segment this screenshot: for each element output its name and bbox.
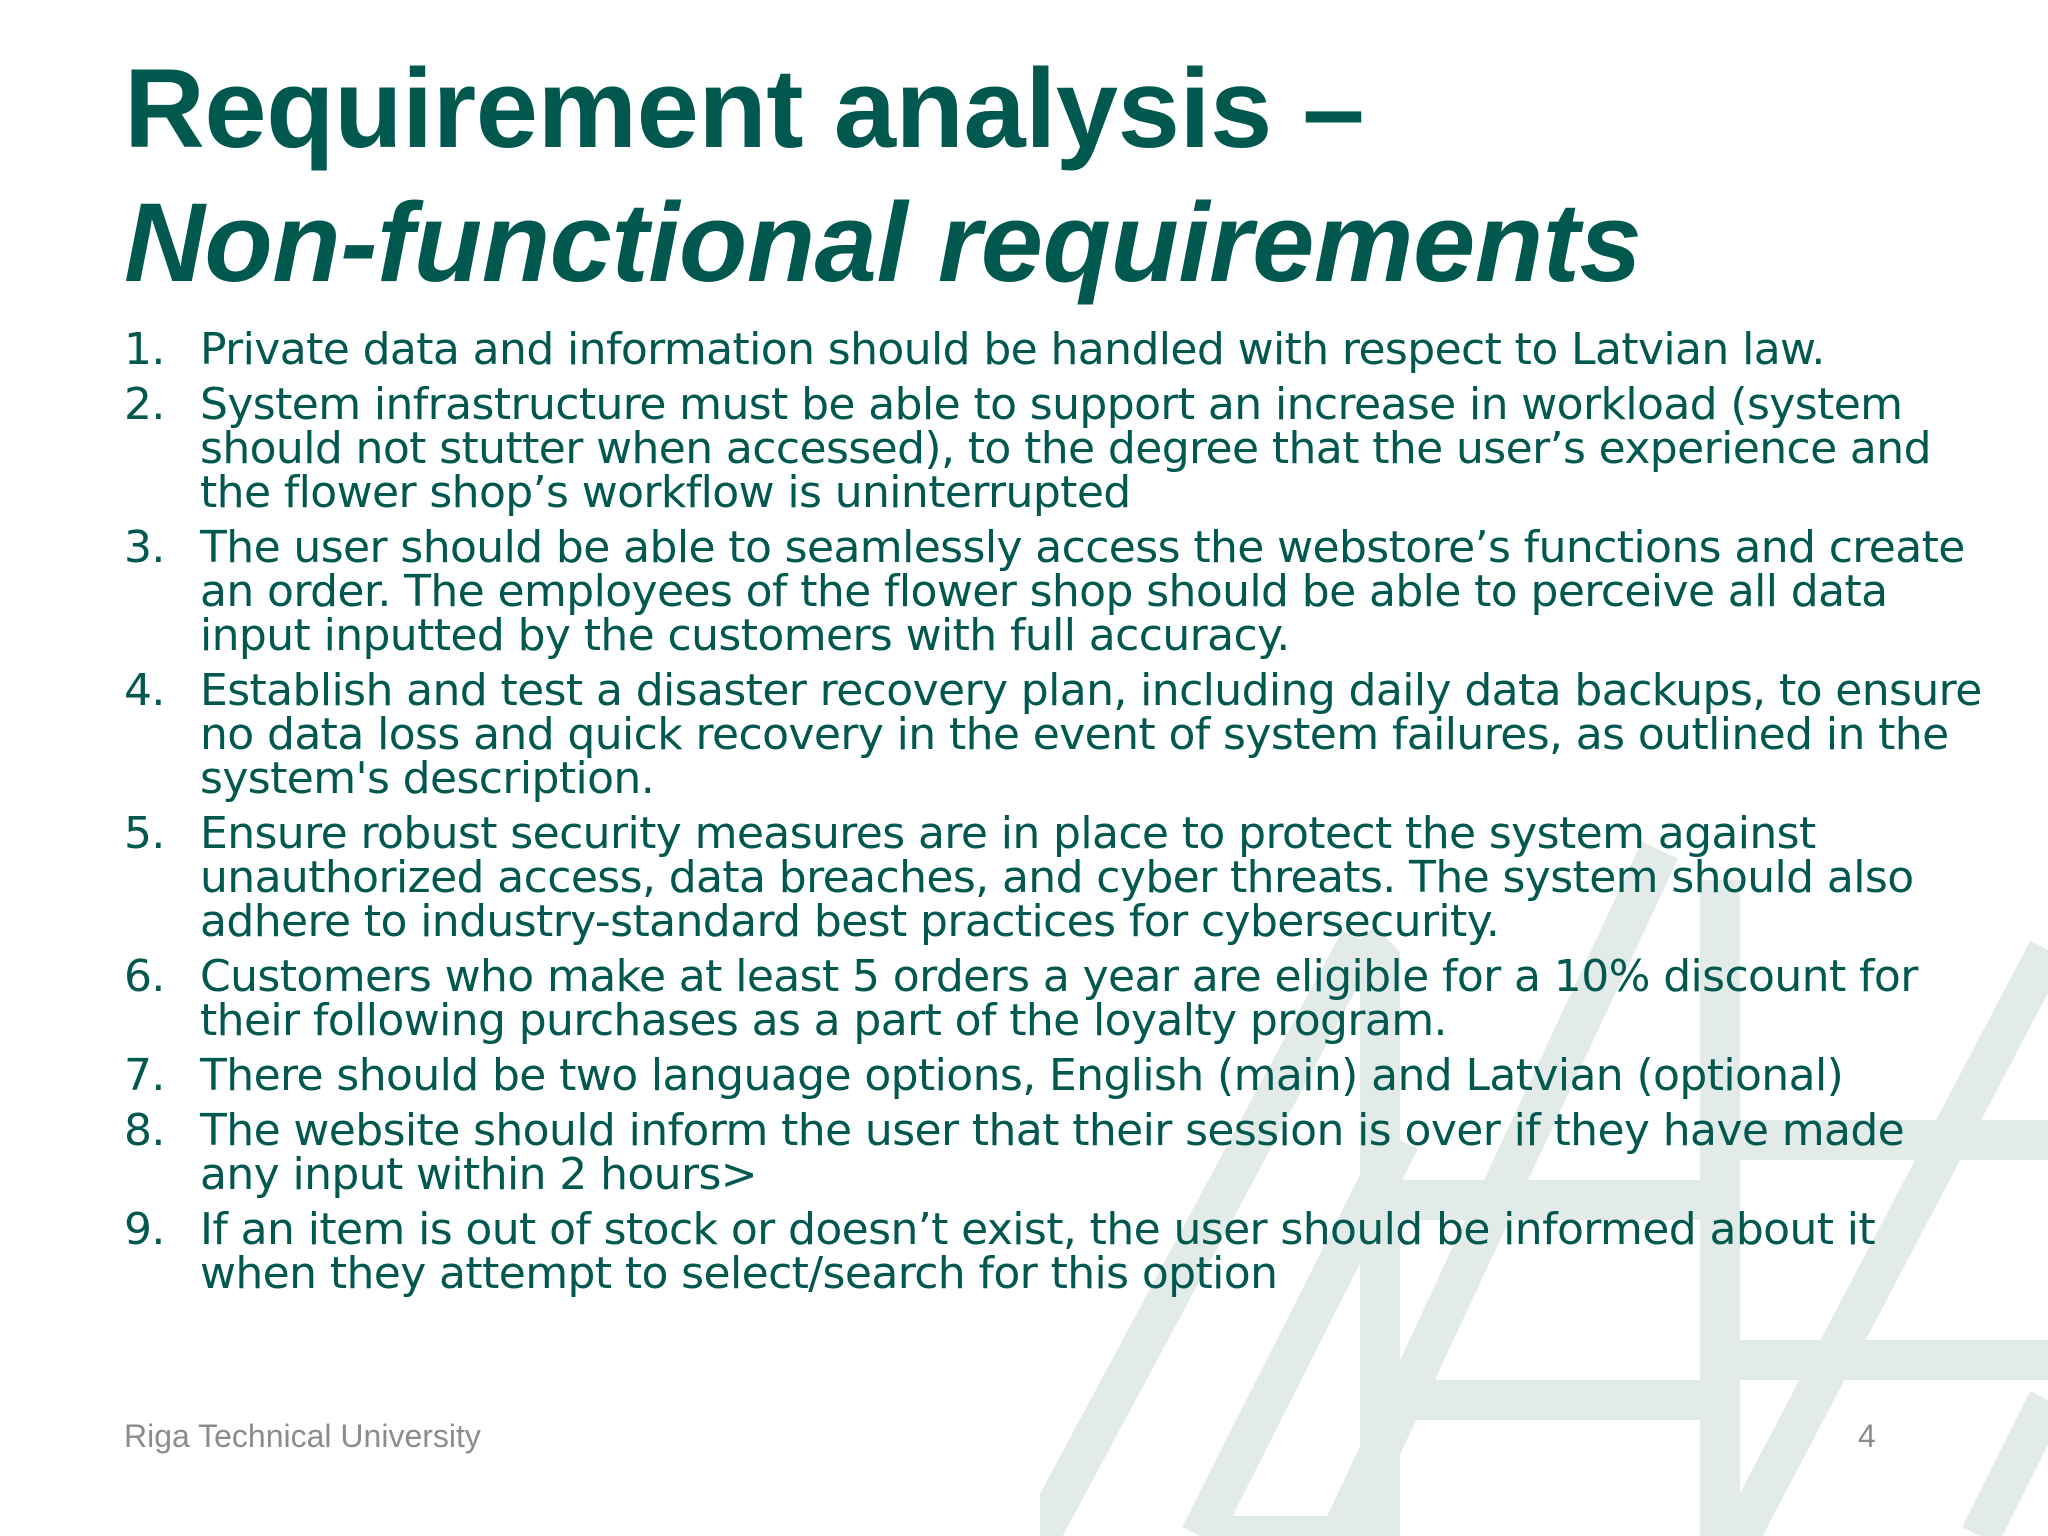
requirements-list (124, 324, 1984, 1307)
list-item-text: If an item is out of stock or doesn’t exist, the user should be informed about it when they attempt to select/search for this option (200, 1204, 1876, 1299)
list-item-number: 1. (124, 324, 165, 375)
list-item-text: There should be two language options, English (main) and Latvian (optional) (200, 1050, 1844, 1101)
list-item-text: Customers who make at least 5 orders a year are eligible for a 10% discount for their following purchases as a part of the loyalty program. (200, 951, 1918, 1046)
list-item-number: 3. (124, 522, 165, 573)
list-item (124, 951, 1984, 1046)
slide-title-main: Requirement analysis – (124, 46, 1365, 171)
list-item-text: The user should be able to seamlessly access the webstore’s functions and create an order. The employees of the flower shop should be able to perceive all data input inputted by the customers with full accuracy. (200, 522, 1965, 661)
list-item (124, 324, 1984, 375)
list-item (124, 808, 1984, 947)
list-item-number: 6. (124, 951, 165, 1002)
list-item-number: 8. (124, 1105, 165, 1156)
list-item (124, 1105, 1984, 1200)
list-item (124, 1050, 1984, 1101)
list-item-number: 2. (124, 379, 165, 430)
list-item-number: 9. (124, 1204, 165, 1255)
list-item-text: Ensure robust security measures are in place to protect the system against unauthorized access, data breaches, and cyber threats. The system should also adhere to industry-standard best practices for cybersecurity. (200, 808, 1914, 947)
list-item-text: System infrastructure must be able to support an increase in workload (system should not stutter when accessed), to the degree that the user’s experience and the flower shop’s workflow is uninterrupted (200, 379, 1931, 518)
list-item-text: Private data and information should be handled with respect to Latvian law. (200, 324, 1825, 375)
footer-organization: Riga Technical University (124, 1418, 481, 1454)
list-item-number: 5. (124, 808, 165, 859)
list-item (124, 522, 1984, 661)
list-item-text: Establish and test a disaster recovery plan, including daily data backups, to ensure no data loss and quick recovery in the event of system failures, as outlined in the system's description. (200, 665, 1982, 804)
list-item (124, 379, 1984, 518)
list-item-text: The website should inform the user that their session is over if they have made any input within 2 hours> (200, 1105, 1905, 1200)
list-item (124, 1204, 1984, 1299)
list-item (124, 665, 1984, 804)
slide-title-subtitle: Non-functional requirements (124, 180, 1642, 305)
list-item-number: 4. (124, 665, 165, 716)
slide-title (124, 42, 1641, 310)
list-item-number: 7. (124, 1050, 165, 1101)
page-number: 4 (1858, 1418, 1876, 1454)
